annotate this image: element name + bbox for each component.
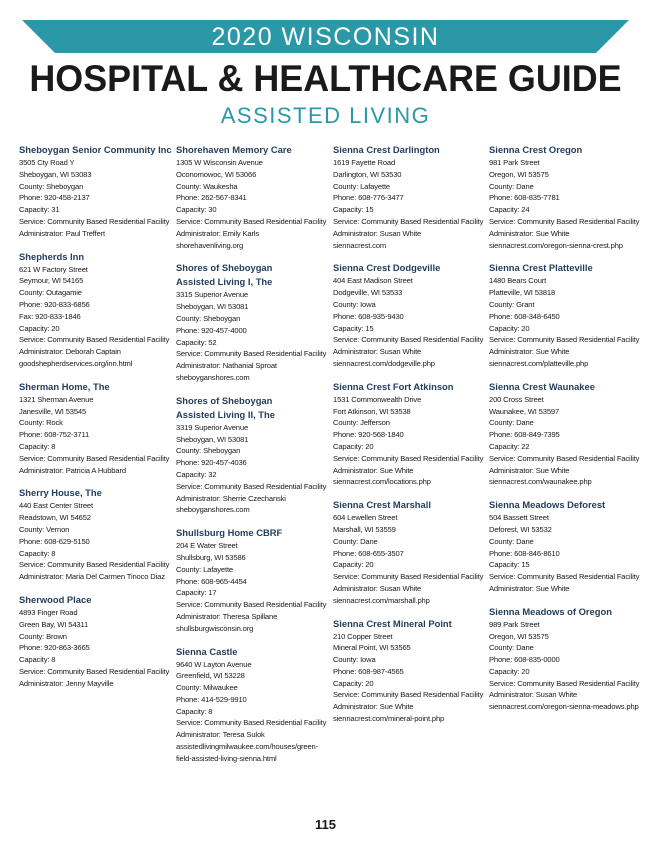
facility-detail: Capacity: 20 <box>333 678 374 688</box>
facility-detail: Shullsburg, WI 53586 <box>176 552 246 562</box>
facility-detail: Phone: 608-629-5150 <box>19 536 90 546</box>
facility-detail: Administrator: Susan White <box>489 690 578 700</box>
facility-detail: 1531 Commonwealth Drive <box>333 394 422 404</box>
facility-name: Assisted Living II, The <box>176 408 275 420</box>
facility-detail: siennacrest.com/platteville.php <box>489 358 589 368</box>
facility-detail: County: Lafayette <box>333 181 390 191</box>
facility-name: Sienna Meadows Deforest <box>489 499 606 511</box>
facility-detail: Administrator: Sue White <box>489 465 570 475</box>
facility-detail: siennacrest.com/marshall.php <box>333 595 430 605</box>
facility-name: Sherry House, The <box>19 487 102 499</box>
facility-detail: Capacity: 20 <box>333 560 374 570</box>
facility-detail: Capacity: 15 <box>333 205 374 215</box>
facility-detail: 3315 Superior Avenue <box>176 290 249 300</box>
facility-detail: Janesville, WI 53545 <box>19 406 87 416</box>
facility-detail: Service: Community Based Residential Facility <box>19 335 170 345</box>
facility-detail: Capacity: 20 <box>489 323 530 333</box>
listing-column-1 <box>19 143 172 699</box>
listing-entry <box>333 380 483 488</box>
page-number: 115 <box>315 817 336 832</box>
facility-detail: Administrator: Teresa Sulok <box>176 730 265 740</box>
facility-name: Sheboygan Senior Community Inc <box>19 144 172 155</box>
facility-detail: 210 Copper Street <box>333 631 393 641</box>
facility-detail: County: Rock <box>19 418 63 428</box>
facility-name: Sienna Crest Mineral Point <box>333 617 452 629</box>
listing-entry <box>176 394 326 516</box>
facility-detail: 989 Park Street <box>489 619 540 629</box>
facility-detail: County: Grant <box>489 299 535 309</box>
facility-detail: 440 East Center Street <box>19 501 93 511</box>
facility-detail: Administrator: Sue White <box>333 702 414 712</box>
facility-detail: County: Iowa <box>333 655 376 665</box>
listing-entry <box>333 143 483 251</box>
facility-detail: siennacrest.com/oregon-sienna-meadows.php <box>489 702 639 712</box>
listing-entry <box>489 380 639 488</box>
facility-detail: Service: Community Based Residential Facility <box>176 481 327 491</box>
facility-detail: Sheboygan, WI 53081 <box>176 302 249 312</box>
facility-name: Shorehaven Memory Care <box>176 144 292 155</box>
facility-detail: Service: Community Based Residential Facility <box>176 216 327 226</box>
facility-name: Sherman Home, The <box>19 380 110 392</box>
facility-detail: Capacity: 31 <box>19 205 60 215</box>
listing-entry <box>19 380 169 477</box>
facility-detail: County: Sheboygan <box>19 181 84 191</box>
facility-detail: Readstown, WI 54652 <box>19 513 91 523</box>
facility-name: Assisted Living I, The <box>176 276 273 288</box>
facility-detail: Mineral Point, WI 53565 <box>333 643 411 653</box>
facility-detail: Phone: 608-935-9430 <box>333 311 404 321</box>
facility-detail: siennacrest.com <box>333 240 387 250</box>
facility-detail: Capacity: 22 <box>489 441 530 451</box>
facility-detail: Service: Community Based Residential Facility <box>333 690 484 700</box>
facility-name: Sienna Crest Dodgeville <box>333 262 441 274</box>
listing-entry <box>19 250 169 370</box>
facility-detail: Phone: 608-655-3507 <box>333 548 404 558</box>
facility-detail: County: Iowa <box>333 299 376 309</box>
facility-detail: Waunakee, WI 53597 <box>489 406 560 416</box>
facility-detail: Administrator: Jenny Mayville <box>19 678 114 688</box>
facility-detail: Service: Community Based Residential Facility <box>176 718 327 728</box>
facility-detail: 404 East Madison Street <box>333 276 413 286</box>
facility-detail: Green Bay, WI 54311 <box>19 619 89 629</box>
facility-detail: County: Lafayette <box>176 564 233 574</box>
facility-detail: Phone: 920-457-4000 <box>176 325 247 335</box>
facility-detail: Fort Atkinson, WI 53538 <box>333 406 411 416</box>
facility-detail: 1480 Bears Court <box>489 276 547 286</box>
facility-detail: Phone: 608-835-7781 <box>489 193 560 203</box>
listing-entry <box>489 498 639 595</box>
facility-detail: 621 W Factory Street <box>19 264 88 274</box>
facility-name: Sienna Crest Platteville <box>489 262 593 274</box>
facility-detail: Capacity: 15 <box>489 560 530 570</box>
facility-detail: Capacity: 20 <box>489 666 530 676</box>
facility-detail: Capacity: 8 <box>176 706 213 716</box>
facility-detail: Administrator: Susan White <box>333 347 422 357</box>
facility-detail: Administrator: Sue White <box>489 228 570 238</box>
facility-detail: Phone: 608-348-6450 <box>489 311 560 321</box>
facility-detail: Dodgeville, WI 53533 <box>333 288 403 298</box>
facility-detail: Administrator: Paul Treffert <box>19 228 105 238</box>
facility-detail: siennacrest.com/locations.php <box>333 477 431 487</box>
listing-entry <box>176 526 326 634</box>
listing-entry <box>333 617 483 725</box>
facility-detail: assistedlivingmilwaukee.com/houses/green- <box>176 742 318 752</box>
facility-detail: Service: Community Based Residential Facility <box>19 453 170 463</box>
facility-detail: Administrator: Sue White <box>489 347 570 357</box>
facility-detail: 4893 Finger Road <box>19 607 78 617</box>
facility-detail: Capacity: 32 <box>176 469 217 479</box>
facility-detail: Deforest, WI 53532 <box>489 524 552 534</box>
facility-detail: County: Dane <box>489 181 534 191</box>
facility-detail: Phone: 920-833-6856 <box>19 299 90 309</box>
listing-entry <box>19 143 172 240</box>
facility-detail: Administrator: Emily Karls <box>176 228 260 238</box>
facility-detail: 204 E Water Street <box>176 541 238 551</box>
facility-detail: Administrator: Susan White <box>333 583 422 593</box>
facility-detail: Oconomowoc, WI 53066 <box>176 169 257 179</box>
facility-detail: 1321 Sherman Avenue <box>19 394 94 404</box>
facility-name: Sherwood Place <box>19 593 92 605</box>
facility-detail: Service: Community Based Residential Facility <box>489 216 640 226</box>
facility-detail: Phone: 262-567-8341 <box>176 193 247 203</box>
facility-detail: Phone: 608-776-3477 <box>333 193 404 203</box>
facility-detail: Phone: 920-568-1840 <box>333 430 404 440</box>
listing-entry <box>489 143 639 251</box>
facility-name: Shepherds Inn <box>19 250 85 262</box>
facility-detail: shorehavenliving.org <box>176 240 244 250</box>
facility-detail: Administrator: Deborah Captain <box>19 347 121 357</box>
facility-detail: Sheboygan, WI 53083 <box>19 169 92 179</box>
listing-column-4 <box>489 143 639 723</box>
listing-entry <box>176 261 326 383</box>
facility-detail: siennacrest.com/mineral-point.php <box>333 714 445 724</box>
facility-name: Sienna Castle <box>176 645 238 657</box>
facility-detail: Administrator: Sue White <box>489 583 570 593</box>
facility-detail: siennacrest.com/waunakee.php <box>489 477 592 487</box>
facility-name: Shores of Sheboygan <box>176 262 273 274</box>
facility-name: Shullsburg Home CBRF <box>176 527 283 539</box>
facility-detail: County: Sheboygan <box>176 313 241 323</box>
facility-name: Sienna Crest Waunakee <box>489 380 595 392</box>
facility-detail: siennacrest.com/oregon-sienna-crest.php <box>489 240 623 250</box>
facility-detail: 3319 Superior Avenue <box>176 422 249 432</box>
facility-detail: Capacity: 30 <box>176 205 217 215</box>
facility-detail: Capacity: 17 <box>176 588 217 598</box>
facility-detail: Phone: 920-863-3665 <box>19 643 90 653</box>
facility-detail: 1305 W Wisconsin Avenue <box>176 158 263 167</box>
facility-detail: Oregon, WI 53575 <box>489 169 549 179</box>
facility-detail: Phone: 608-835-0000 <box>489 655 560 665</box>
facility-detail: Capacity: 8 <box>19 441 56 451</box>
facility-name: Sienna Crest Darlington <box>333 144 440 155</box>
facility-name: Sienna Meadows of Oregon <box>489 605 612 617</box>
facility-detail: siennacrest.com/dodgeville.php <box>333 358 435 368</box>
facility-detail: County: Jefferson <box>333 418 390 428</box>
facility-detail: Capacity: 8 <box>19 655 56 665</box>
listing-entry <box>19 593 169 690</box>
facility-detail: County: Dane <box>489 536 534 546</box>
facility-detail: Phone: 608-849-7395 <box>489 430 560 440</box>
facility-detail: County: Dane <box>333 536 378 546</box>
facility-detail: 604 Lewellen Street <box>333 513 398 523</box>
facility-detail: Marshall, WI 53559 <box>333 524 396 534</box>
facility-detail: Capacity: 8 <box>19 548 56 558</box>
listing-entry <box>489 605 639 713</box>
facility-detail: Service: Community Based Residential Facility <box>19 666 170 676</box>
facility-detail: goodshepherdservices.org/inn.html <box>19 358 133 368</box>
facility-detail: 9640 W Layton Avenue <box>176 659 252 669</box>
facility-name: Sienna Crest Marshall <box>333 499 431 511</box>
facility-detail: County: Waukesha <box>176 181 238 191</box>
header-banner <box>0 20 651 53</box>
facility-detail: Service: Community Based Residential Facility <box>489 678 640 688</box>
facility-name: Sienna Crest Oregon <box>489 144 583 155</box>
facility-detail: Phone: 608-752-3711 <box>19 430 90 440</box>
facility-detail: County: Outagamie <box>19 288 82 298</box>
listing-column-3 <box>333 143 483 735</box>
facility-detail: Phone: 608-987-4565 <box>333 666 404 676</box>
facility-detail: County: Milwaukee <box>176 683 238 693</box>
listing-entry <box>176 143 326 251</box>
facility-detail: Service: Community Based Residential Facility <box>489 453 640 463</box>
facility-detail: Administrator: Nathanial Sproat <box>176 361 277 371</box>
facility-detail: 504 Bassett Street <box>489 513 549 523</box>
section-subtitle: ASSISTED LIVING <box>220 103 431 128</box>
facility-detail: Oregon, WI 53575 <box>489 631 549 641</box>
listing-entry <box>19 486 169 583</box>
facility-detail: Fax: 920-833-1846 <box>19 311 81 321</box>
facility-detail: Platteville, WI 53818 <box>489 288 556 298</box>
facility-detail: Service: Community Based Residential Facility <box>19 560 170 570</box>
facility-detail: Capacity: 24 <box>489 205 530 215</box>
facility-detail: sheboyganshores.com <box>176 372 250 382</box>
listing-entry <box>333 498 483 606</box>
facility-detail: Service: Community Based Residential Facility <box>333 572 484 582</box>
facility-detail: Administrator: Susan White <box>333 228 422 238</box>
facility-detail: Service: Community Based Residential Facility <box>489 572 640 582</box>
facility-detail: 3505 Cty Road Y <box>19 158 75 167</box>
banner-text: 2020 WISCONSIN <box>211 23 440 51</box>
facility-detail: Service: Community Based Residential Facility <box>176 600 327 610</box>
facility-detail: shullsburgwisconsin.org <box>176 623 254 633</box>
facility-detail: 981 Park Street <box>489 158 540 167</box>
facility-detail: Phone: 920-458-2137 <box>19 193 90 203</box>
facility-detail: Phone: 920-457-4036 <box>176 458 247 468</box>
facility-detail: County: Dane <box>489 643 534 653</box>
facility-detail: Administrator: Sherrie Czechanski <box>176 493 286 503</box>
listing-entry <box>176 645 326 765</box>
facility-name: Shores of Sheboygan <box>176 394 273 406</box>
facility-detail: Service: Community Based Residential Facility <box>489 335 640 345</box>
facility-detail: Administrator: Sue White <box>333 465 414 475</box>
listing-entry <box>333 261 483 369</box>
facility-detail: Capacity: 20 <box>333 441 374 451</box>
facility-detail: Service: Community Based Residential Facility <box>176 349 327 359</box>
facility-detail: Capacity: 52 <box>176 337 217 347</box>
facility-detail: Sheboygan, WI 53081 <box>176 434 249 444</box>
facility-detail: 1619 Fayette Road <box>333 158 396 167</box>
facility-detail: Service: Community Based Residential Facility <box>333 335 484 345</box>
facility-detail: Phone: 608-965-4454 <box>176 576 247 586</box>
facility-detail: Darlington, WI 53530 <box>333 169 402 179</box>
facility-detail: County: Dane <box>489 418 534 428</box>
facility-detail: Capacity: 20 <box>19 323 60 333</box>
listing-entry <box>489 261 639 369</box>
facility-detail: County: Sheboygan <box>176 446 241 456</box>
facility-detail: Service: Community Based Residential Facility <box>19 216 170 226</box>
facility-detail: Phone: 414-529-9910 <box>176 694 247 704</box>
facility-detail: sheboyganshores.com <box>176 505 250 515</box>
facility-detail: County: Vernon <box>19 524 70 534</box>
facility-detail: Administrator: Patricia A Hubbard <box>19 465 126 475</box>
facility-detail: Service: Community Based Residential Facility <box>333 453 484 463</box>
page-title: HOSPITAL & HEALTHCARE GUIDE <box>29 58 622 99</box>
facility-detail: field-assisted-living-sienna.html <box>176 753 277 763</box>
facility-name: Sienna Crest Fort Atkinson <box>333 380 454 392</box>
facility-detail: Administrator: Maria Del Carmen Tinoco Diaz <box>19 572 165 582</box>
facility-detail: 200 Cross Street <box>489 394 544 404</box>
facility-detail: Capacity: 15 <box>333 323 374 333</box>
facility-detail: Service: Community Based Residential Facility <box>333 216 484 226</box>
facility-detail: County: Brown <box>19 631 67 641</box>
facility-detail: Seymour, WI 54165 <box>19 276 84 286</box>
facility-detail: Phone: 608-846-8610 <box>489 548 560 558</box>
listing-column-2 <box>176 143 326 775</box>
facility-detail: Greenfield, WI 53228 <box>176 671 245 681</box>
facility-detail: Administrator: Theresa Spillane <box>176 611 278 621</box>
